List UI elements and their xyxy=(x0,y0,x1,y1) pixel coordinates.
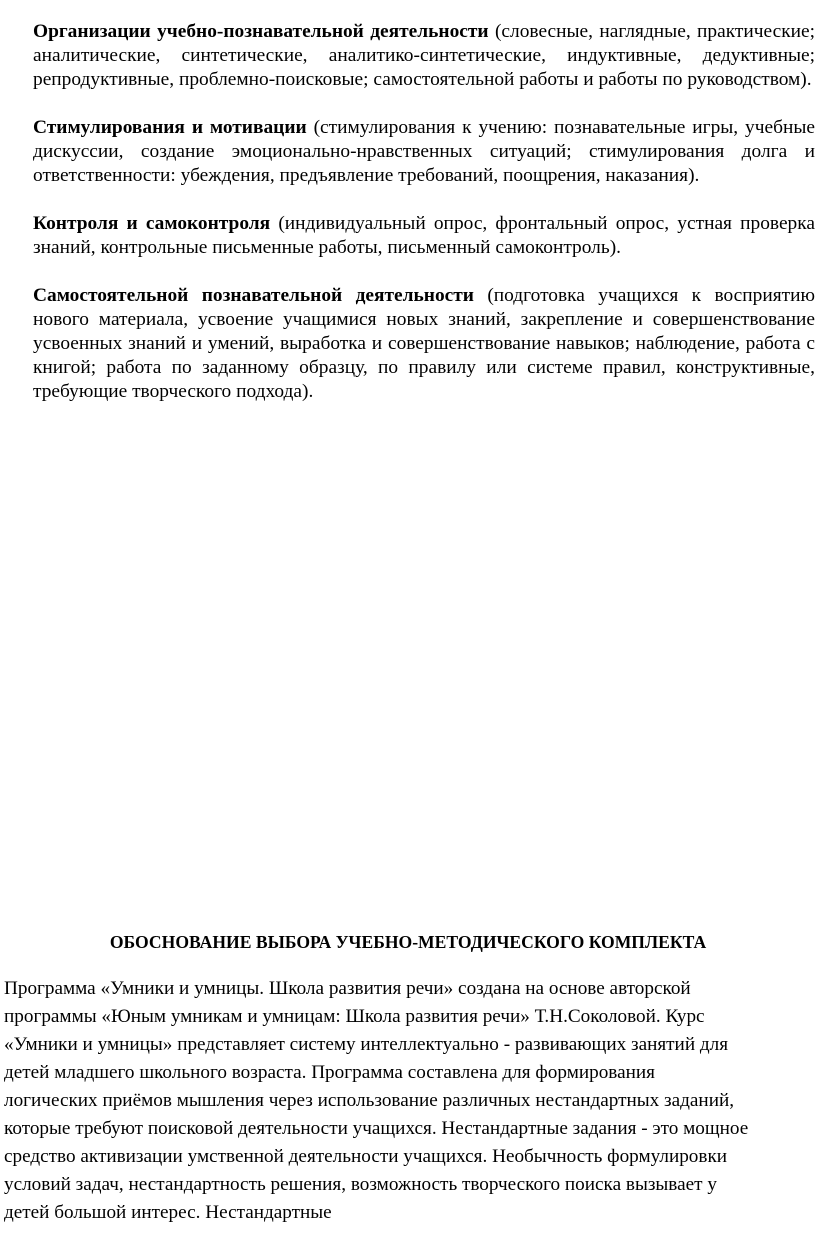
method-description: (индивидуальный опрос, фронтальный опрос, устная проверка знаний, контрольные письменные работы, письменный самоконтроль). xyxy=(33,213,815,258)
body-line: средство активизации умственной деятельности учащихся. Необычность формулировки xyxy=(4,1146,728,1167)
method-paragraph-motivation xyxy=(33,116,815,188)
section-body xyxy=(4,975,804,1227)
method-term: Самостоятельной познавательной деятельности xyxy=(33,285,474,306)
method-term: Контроля и самоконтроля xyxy=(33,213,271,234)
method-paragraph-independent xyxy=(33,284,815,404)
body-line: программы «Юным умникам и умницам: Школа развития речи» Т.Н.Соколовой. Курс xyxy=(4,1006,705,1027)
body-line: детей большой интерес. Нестандартные xyxy=(4,1202,332,1223)
section-heading: ОБОСНОВАНИЕ ВЫБОРА УЧЕБНО-МЕТОДИЧЕСКОГО КОМПЛЕКТА xyxy=(109,932,707,952)
body-line: которые требуют поисковой деятельности учащихся. Нестандартные задания - это мощное xyxy=(4,1118,749,1139)
method-description: (стимулирования к учению: познавательные игры, учебные дискуссии, создание эмоционально-нравственных ситуаций; стимулирования долга и ответственности: убеждения, предъявление требований, поощрения, наказания). xyxy=(33,117,815,186)
methods-list xyxy=(33,20,815,404)
body-line: «Умники и умницы» представляет систему интеллектуально - развивающих занятий для xyxy=(4,1034,729,1055)
body-line: условий задач, нестандартность решения, возможность творческого поиска вызывает у xyxy=(4,1174,717,1195)
body-line: детей младшего школьного возраста. Программа составлена для формирования xyxy=(4,1062,655,1083)
method-paragraph-control xyxy=(33,212,815,260)
method-paragraph-organization xyxy=(33,20,815,92)
body-line: Программа «Умники и умницы. Школа развития речи» создана на основе авторской xyxy=(4,978,691,999)
body-line: логических приёмов мышления через использование различных нестандартных заданий, xyxy=(4,1090,735,1111)
method-term: Стимулирования и мотивации xyxy=(33,117,307,138)
method-description: (словесные, наглядные, практические; аналитические, синтетические, аналитико-синтетические, индуктивные, дедуктивные; репродуктивные, проблемно-поисковые; самостоятельной работы и работы по руководством). xyxy=(33,21,815,90)
method-term: Организации учебно-познавательной деятельности xyxy=(33,21,489,42)
method-description: (подготовка учащихся к восприятию нового материала, усвоение учащимися новых знаний, закрепление и совершенствование усвоенных знаний и умений, выработка и совершенствование навыков; наблюдение, работа с книгой; работа по заданному образцу, по правилу или системе правил, конструктивные, требующие творческого подхода). xyxy=(33,285,815,402)
